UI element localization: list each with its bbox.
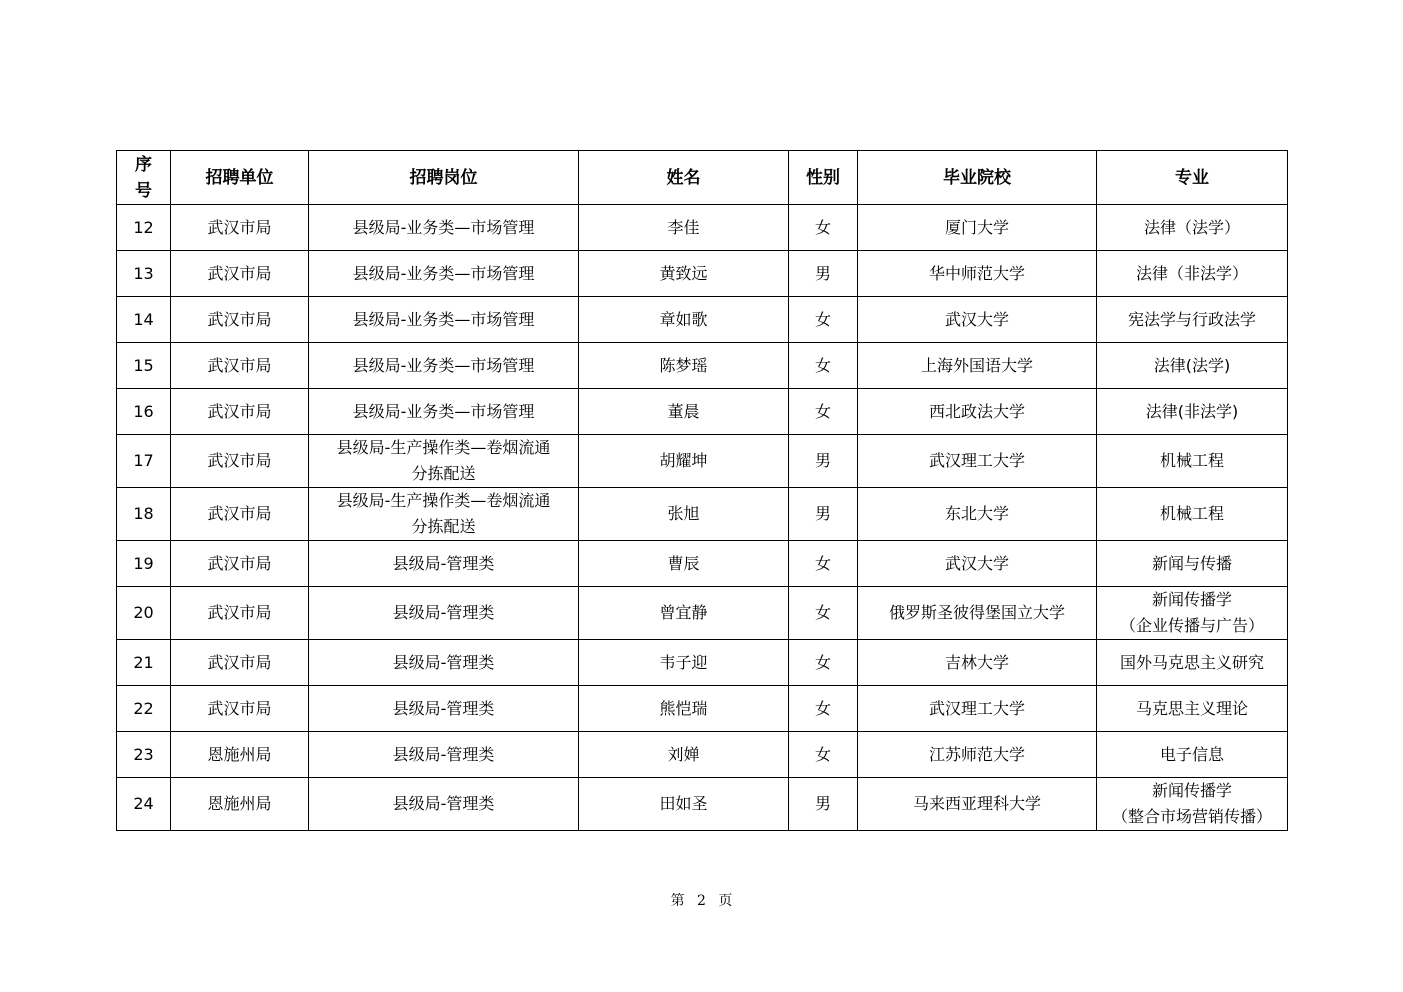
cell-school: 吉林大学 (858, 640, 1097, 686)
cell-name: 胡耀坤 (579, 435, 789, 488)
cell-position (309, 541, 579, 587)
cell-position-line: 县级局-管理类 (392, 652, 495, 672)
cell-school: 马来西亚理科大学 (858, 778, 1097, 831)
footer-prefix: 第 (670, 893, 685, 909)
cell-seq: 16 (117, 389, 171, 435)
cell-major-line: 新闻传播学 (1151, 590, 1232, 609)
header-major: 专业 (1097, 151, 1288, 205)
cell-position (309, 251, 579, 297)
cell-position-line: 县级局-管理类 (392, 744, 495, 764)
header-name: 姓名 (579, 151, 789, 205)
cell-school: 西北政法大学 (858, 389, 1097, 435)
cell-major (1097, 778, 1288, 831)
cell-school: 华中师范大学 (858, 251, 1097, 297)
cell-school: 武汉理工大学 (858, 435, 1097, 488)
cell-major-line: 法律(法学) (1153, 355, 1231, 375)
cell-seq: 24 (117, 778, 171, 831)
cell-position-line: 县级局-业务类—市场管理 (352, 217, 535, 237)
cell-major (1097, 435, 1288, 488)
cell-position-line: 分拣配送 (411, 464, 476, 483)
table-row (117, 251, 1288, 297)
cell-major-line: 电子信息 (1159, 744, 1224, 764)
cell-seq: 15 (117, 343, 171, 389)
page-footer (0, 890, 1403, 910)
cell-unit: 武汉市局 (171, 587, 309, 640)
cell-major-line: 新闻传播学 (1151, 781, 1232, 800)
cell-position-line: 县级局-管理类 (392, 698, 495, 718)
recruitment-table (116, 150, 1288, 831)
cell-major-line: 法律(非法学) (1145, 401, 1239, 421)
cell-major-line: 马克思主义理论 (1135, 698, 1248, 718)
cell-gender: 女 (789, 686, 858, 732)
table-row (117, 640, 1288, 686)
cell-major-line: 法律（非法学） (1135, 263, 1248, 283)
cell-major (1097, 541, 1288, 587)
cell-gender: 女 (789, 389, 858, 435)
cell-position-line: 县级局-业务类—市场管理 (352, 263, 535, 283)
cell-gender: 男 (789, 488, 858, 541)
cell-position-line: 县级局-业务类—市场管理 (352, 355, 535, 375)
table-row (117, 488, 1288, 541)
cell-unit: 武汉市局 (171, 435, 309, 488)
cell-major (1097, 205, 1288, 251)
cell-gender: 女 (789, 541, 858, 587)
cell-name: 熊恺瑞 (579, 686, 789, 732)
cell-position (309, 587, 579, 640)
footer-suffix: 页 (718, 893, 733, 909)
cell-major-line: （企业传播与广告） (1119, 616, 1264, 635)
cell-position-line: 县级局-业务类—市场管理 (352, 401, 535, 421)
cell-seq: 21 (117, 640, 171, 686)
cell-unit: 恩施州局 (171, 778, 309, 831)
cell-unit: 恩施州局 (171, 732, 309, 778)
cell-position (309, 686, 579, 732)
header-unit: 招聘单位 (171, 151, 309, 205)
table-row (117, 389, 1288, 435)
cell-school: 厦门大学 (858, 205, 1097, 251)
cell-position-line: 县级局-业务类—市场管理 (352, 309, 535, 329)
cell-seq: 18 (117, 488, 171, 541)
cell-major (1097, 732, 1288, 778)
cell-unit: 武汉市局 (171, 488, 309, 541)
table-row (117, 297, 1288, 343)
cell-school: 武汉大学 (858, 541, 1097, 587)
cell-gender: 女 (789, 297, 858, 343)
cell-major-line: 宪法学与行政法学 (1127, 309, 1256, 329)
cell-unit: 武汉市局 (171, 541, 309, 587)
cell-position-line: 县级局-管理类 (392, 603, 495, 622)
cell-gender: 女 (789, 587, 858, 640)
cell-school: 东北大学 (858, 488, 1097, 541)
cell-major (1097, 640, 1288, 686)
table-row (117, 732, 1288, 778)
cell-major (1097, 686, 1288, 732)
cell-position (309, 435, 579, 488)
cell-school: 上海外国语大学 (858, 343, 1097, 389)
table-row (117, 778, 1288, 831)
cell-major-line: 法律（法学） (1143, 217, 1240, 237)
cell-gender: 女 (789, 732, 858, 778)
cell-name: 田如圣 (579, 778, 789, 831)
cell-unit: 武汉市局 (171, 389, 309, 435)
table-row (117, 343, 1288, 389)
cell-major-line: 机械工程 (1159, 504, 1224, 523)
page-number: 2 (697, 893, 706, 909)
cell-major-line: （整合市场营销传播） (1111, 807, 1272, 826)
cell-gender: 男 (789, 435, 858, 488)
cell-position (309, 343, 579, 389)
cell-unit: 武汉市局 (171, 640, 309, 686)
table-row (117, 205, 1288, 251)
cell-major (1097, 587, 1288, 640)
cell-school: 江苏师范大学 (858, 732, 1097, 778)
cell-major (1097, 488, 1288, 541)
cell-seq: 17 (117, 435, 171, 488)
cell-school: 俄罗斯圣彼得堡国立大学 (858, 587, 1097, 640)
cell-position (309, 778, 579, 831)
cell-gender: 女 (789, 640, 858, 686)
cell-position-line: 县级局-管理类 (392, 794, 495, 813)
cell-major (1097, 343, 1288, 389)
cell-seq: 23 (117, 732, 171, 778)
cell-position-line: 县级局-管理类 (392, 553, 495, 573)
cell-position-line: 县级局-生产操作类—卷烟流通 (336, 438, 551, 457)
cell-seq: 14 (117, 297, 171, 343)
cell-name: 董晨 (579, 389, 789, 435)
cell-name: 曹辰 (579, 541, 789, 587)
cell-unit: 武汉市局 (171, 251, 309, 297)
cell-position-line: 分拣配送 (411, 517, 476, 536)
cell-position (309, 205, 579, 251)
cell-position-line: 县级局-生产操作类—卷烟流通 (336, 491, 551, 510)
cell-gender: 女 (789, 343, 858, 389)
cell-seq: 13 (117, 251, 171, 297)
table-header-row (117, 151, 1288, 205)
cell-unit: 武汉市局 (171, 686, 309, 732)
cell-position (309, 488, 579, 541)
table-row (117, 435, 1288, 488)
cell-unit: 武汉市局 (171, 343, 309, 389)
table-row (117, 686, 1288, 732)
cell-name: 陈梦瑶 (579, 343, 789, 389)
table-row (117, 541, 1288, 587)
cell-seq: 19 (117, 541, 171, 587)
cell-gender: 男 (789, 778, 858, 831)
header-school: 毕业院校 (858, 151, 1097, 205)
cell-name: 刘婵 (579, 732, 789, 778)
cell-major-line: 新闻与传播 (1151, 553, 1232, 573)
cell-name: 张旭 (579, 488, 789, 541)
cell-seq: 22 (117, 686, 171, 732)
cell-seq: 12 (117, 205, 171, 251)
table-row (117, 587, 1288, 640)
header-seq: 序 号 (117, 151, 171, 205)
cell-major (1097, 297, 1288, 343)
cell-major-line: 国外马克思主义研究 (1119, 652, 1264, 672)
cell-gender: 女 (789, 205, 858, 251)
cell-name: 曾宜静 (579, 587, 789, 640)
cell-seq: 20 (117, 587, 171, 640)
cell-position (309, 732, 579, 778)
cell-major (1097, 251, 1288, 297)
cell-unit: 武汉市局 (171, 297, 309, 343)
header-gender: 性别 (789, 151, 858, 205)
cell-gender: 男 (789, 251, 858, 297)
cell-position (309, 297, 579, 343)
cell-name: 李佳 (579, 205, 789, 251)
cell-major-line: 机械工程 (1159, 451, 1224, 470)
table-body (117, 205, 1288, 831)
cell-name: 章如歌 (579, 297, 789, 343)
header-position: 招聘岗位 (309, 151, 579, 205)
cell-name: 黄致远 (579, 251, 789, 297)
cell-major (1097, 389, 1288, 435)
cell-position (309, 389, 579, 435)
cell-name: 韦子迎 (579, 640, 789, 686)
cell-position (309, 640, 579, 686)
cell-unit: 武汉市局 (171, 205, 309, 251)
cell-school: 武汉大学 (858, 297, 1097, 343)
cell-school: 武汉理工大学 (858, 686, 1097, 732)
